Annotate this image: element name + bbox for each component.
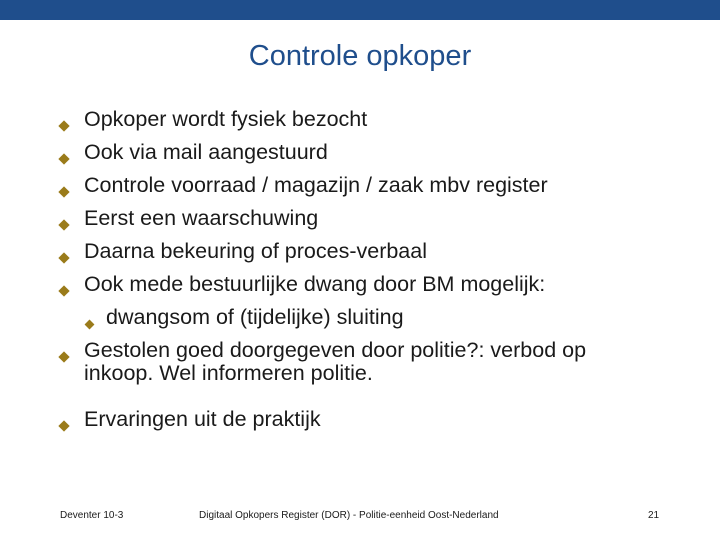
bullet-marker-icon: [58, 120, 69, 131]
bullet-item: Opkoper wordt fysiek bezocht: [84, 107, 368, 131]
bullet-marker-icon: [58, 351, 69, 362]
bullet-marker-icon: [58, 186, 69, 197]
bullet-item: Daarna bekeuring of proces-verbaal: [84, 239, 428, 263]
bullet-marker-icon: [58, 153, 69, 164]
bullet-marker-icon: [58, 285, 69, 296]
bullet-marker-icon: [58, 219, 69, 230]
bullet-item: Controle voorraad / magazijn / zaak mbv register: [84, 173, 548, 197]
sub-bullet-item: dwangsom of (tijdelijke) sluiting: [106, 305, 404, 329]
bullet-item-continuation: inkoop. Wel informeren politie.: [84, 361, 373, 385]
bullet-item: Ervaringen uit de praktijk: [84, 407, 321, 431]
bullet-item: Eerst een waarschuwing: [84, 206, 319, 230]
page-number: 21: [648, 510, 660, 521]
bullet-item: Ook via mail aangestuurd: [84, 140, 328, 164]
bullet-item: Ook mede bestuurlijke dwang door BM mogelijk:: [84, 272, 546, 296]
slide-title: Controle opkoper: [248, 40, 472, 72]
bullet-item: Gestolen goed doorgegeven door politie?: verbod op: [84, 338, 587, 362]
sub-bullet-marker-icon: [85, 320, 95, 330]
footer-left: Deventer 10-3: [60, 510, 124, 521]
bullet-marker-icon: [58, 420, 69, 431]
footer-center: Digitaal Opkopers Register (DOR) - Politie-eenheid Oost-Nederland: [199, 510, 499, 521]
bullet-marker-icon: [58, 252, 69, 263]
